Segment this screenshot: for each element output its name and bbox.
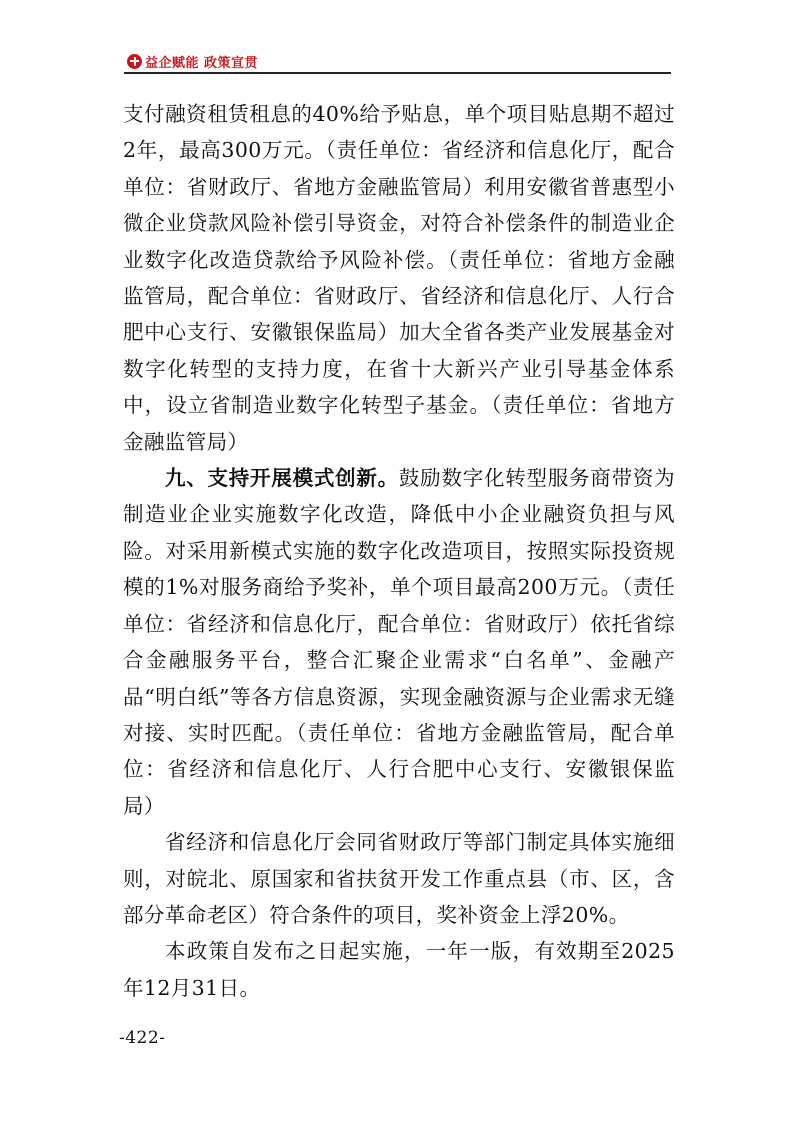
section-heading: 九、支持开展模式创新。 xyxy=(165,466,399,491)
page-header xyxy=(127,50,258,72)
paragraph-text: 本政策自发布之日起实施，一年一版，有效期至2025年12月31日。 xyxy=(123,939,675,1000)
document-body xyxy=(123,96,675,1006)
header-divider xyxy=(124,72,671,74)
brand-logo-icon xyxy=(127,54,142,69)
paragraph-effective-date xyxy=(123,933,675,1006)
paragraph-financing-subsidy xyxy=(123,96,675,460)
header-logo-text: 益企赋能 政策宣贯 xyxy=(145,55,259,71)
paragraph-text: 支付融资租赁租息的40%给予贴息，单个项目贴息期不超过2年，最高300万元。（责任单位：省经济和信息化厅，配合单位：省财政厅、省地方金融监管局）利用安徽省普惠型小微企业贷款风险补偿引导资金，对符合补偿条件的制造业企业数字化改造贷款给予风险补偿。（责任单位：省地方金融监管局，配合单位：省财政厅、省经济和信息化厅、人行合肥中心支行、安徽银保监局）加大全省各类产业发展基金对数字化转型的支持力度，在省十大新兴产业引导基金体系中，设立省制造业数字化转型子基金。（责任单位：省地方金融监管局） xyxy=(123,102,675,454)
paragraph-model-innovation xyxy=(123,460,675,824)
paragraph-text: 省经济和信息化厅会同省财政厅等部门制定具体实施细则，对皖北、原国家和省扶贫开发工作重点县（市、区，含部分革命老区）符合条件的项目，奖补资金上浮20%。 xyxy=(123,830,675,927)
page-number: -422- xyxy=(119,1028,166,1048)
paragraph-implementation-rules xyxy=(123,824,675,933)
paragraph-text: 鼓励数字化转型服务商带资为制造业企业实施数字化改造，降低中小企业融资负担与风险。对采用新模式实施的数字化改造项目，按照实际投资规模的1%对服务商给予奖补，单个项目最高200万元。（责任单位：省经济和信息化厅，配合单位：省财政厅）依托省综合金融服务平台，整合汇聚企业需求“白名单”、金融产品“明白纸”等各方信息资源，实现金融资源与企业需求无缝对接、实时匹配。（责任单位：省地方金融监管局，配合单位：省经济和信息化厅、人行合肥中心支行、安徽银保监局） xyxy=(123,466,675,818)
